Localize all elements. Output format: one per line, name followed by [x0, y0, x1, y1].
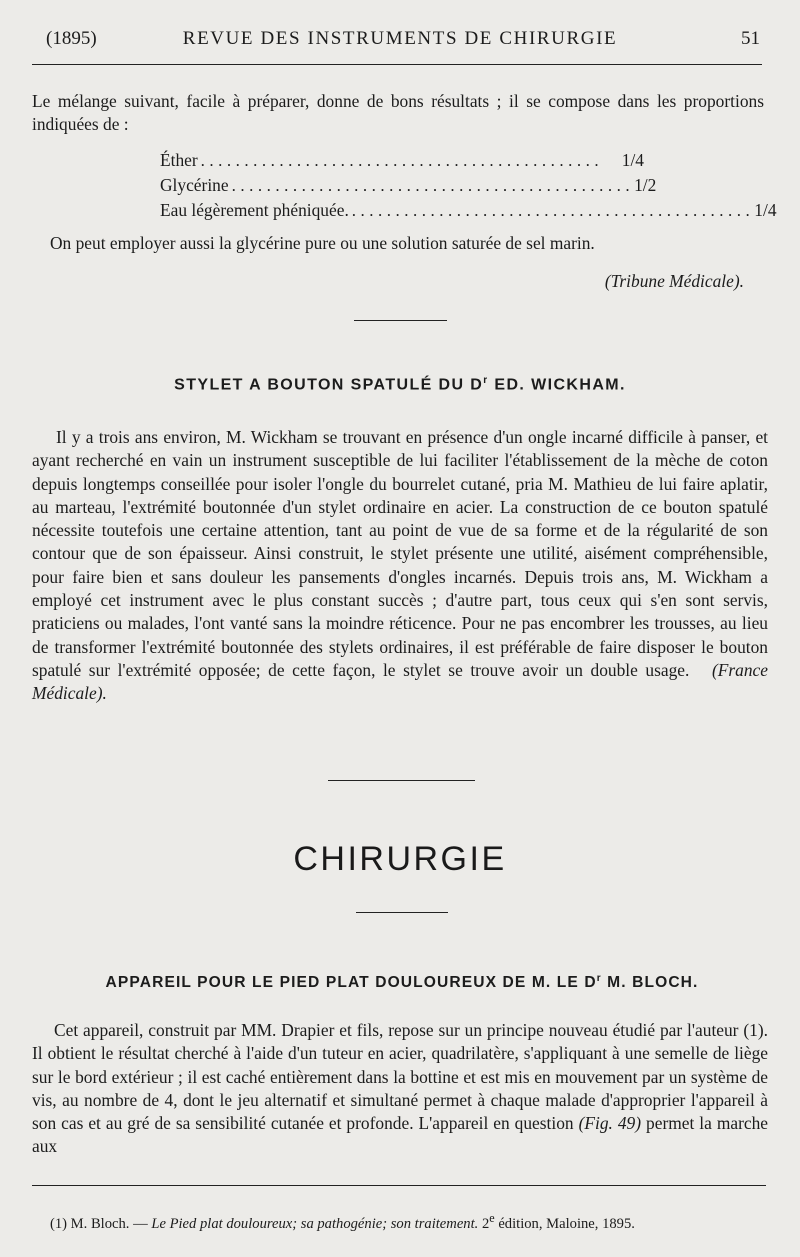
source-citation: (France Médicale). [32, 659, 768, 704]
section-divider [354, 320, 447, 321]
footnote-rule [32, 1185, 766, 1186]
ingredient-amount: 1/4 [621, 150, 644, 170]
source-citation: (Tribune Médicale). [604, 271, 744, 291]
leader-dots: .............................................. [231, 176, 635, 195]
ingredient-list [160, 148, 777, 223]
ingredient-name: Glycérine [160, 175, 229, 195]
header-rule [32, 64, 762, 65]
figure-reference: (Fig. 49) [578, 1113, 642, 1134]
section-heading-rule [356, 912, 448, 913]
header-journal-title: REVUE DES INSTRUMENTS DE CHIRURGIE [182, 28, 618, 49]
footnote-book-title: Le Pied plat douloureux; sa pathogénie; son traitement. [151, 1215, 479, 1232]
section-divider [328, 780, 475, 781]
footnote: (1) M. Bloch. — Le Pied plat douloureux; sa pathogénie; son traitement. 2e édition, Maloine, 1895. [50, 1211, 635, 1232]
ingredient-name: Éther [160, 150, 198, 170]
running-header [38, 24, 762, 54]
ingredient-row [160, 148, 644, 173]
header-year: (1895) [46, 28, 97, 49]
alternative-paragraph: On peut employer aussi la glycérine pure ou une solution saturée de sel marin. [50, 233, 595, 253]
ingredient-amount: 1/2 [634, 175, 657, 195]
leader-dots: .............................................. [200, 151, 604, 170]
article-body-stylet [32, 426, 768, 706]
intro-paragraph-block [32, 90, 764, 137]
ingredient-row [160, 198, 777, 223]
page-number: 51 [741, 28, 760, 49]
article-body-pied-plat [32, 1019, 768, 1159]
section-heading: CHIRURGIE [293, 840, 507, 878]
article-title-pied-plat: APPAREIL POUR LE PIED PLAT DOULOUREUX DE M. LE $D^r$ M. BLOCH. [105, 973, 699, 992]
ingredient-amount: 1/4 [754, 200, 777, 220]
ingredient-name: Eau légèrement phéniquée. [160, 200, 349, 220]
article-title-stylet: STYLET A BOUTON SPATULÉ DU $D^r$ ED. WICKHAM. [174, 375, 626, 394]
leader-dots: .............................................. [351, 201, 755, 220]
intro-paragraph: Le mélange suivant, facile à préparer, donne de bons résultats ; il se compose dans les proportions indiquées de : [32, 91, 764, 135]
article-paragraph: Cet appareil, construit par MM. Drapier et fils, repose sur un principe nouveau étudié par l'auteur (1). Il obtient le résultat cherché à l'aide d'un tuteur en acier, quadrilatère, s'appliquant à une semelle de liège sur le bord extérieur ; il est caché entièrement dans la bottine et est mis en mouvement par un système de vis, au nombre de 4, dont le jeu alternatif et simultané permet à chaque malade d'approprier l'appareil à son cas et au gré de sa sensibilité cutanée et profonde. L'appareil en question (Fig. 49) permet la marche aux [32, 1020, 768, 1157]
alternative-paragraph-block [50, 232, 764, 255]
article-paragraph: Il y a trois ans environ, M. Wickham se trouvant en présence d'un ongle incarné difficile à panser, et ayant recherché en vain un instrument susceptible de lui faciliter l'établissement de la mèche de coton depuis longtemps conseillée pour isoler l'ongle du bourrelet cutané, pria M. Mathieu de lui faire aplatir, au marteau, l'extrémité boutonnée d'un stylet ordinaire en acier. La construction de ce bouton spatulé nécessite toutefois une certaine attention, tant au point de vue de sa forme et de la régularité de son contour que de son épaisseur. Ainsi construit, le stylet présente une utilité, aisément compréhensible, pour faire bien et sans douleur les pansements d'ongles incarnés. Depuis trois ans, M. Wickham a employé cet instrument avec le plus constant succès ; d'autre part, tous ceux qui s'en sont servis, praticiens ou malades, l'ont vanté sans la moindre réticence. Pour ne pas encombrer les trousses, au lieu de transformer l'extrémité boutonnée des stylets ordinaires, il est préférable de faire disposer le bouton spatulé sur l'extrémité opposée; de cette façon, le stylet se trouve avoir un double usage. (France Médicale). [32, 427, 768, 704]
ingredient-row [160, 173, 657, 198]
